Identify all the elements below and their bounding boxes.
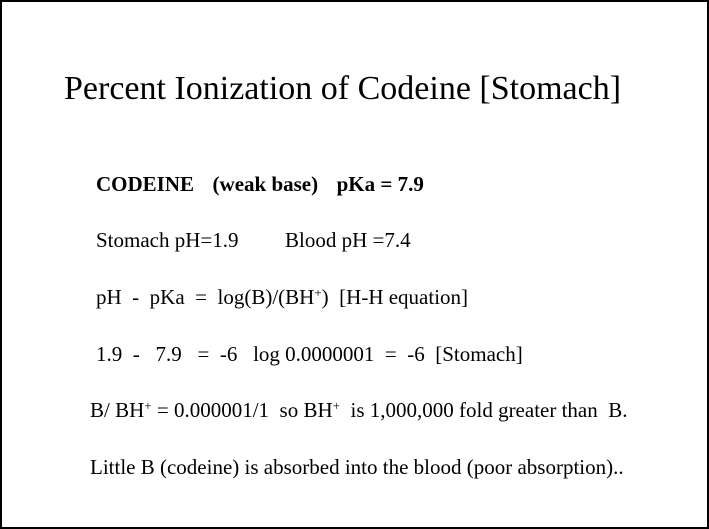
ratio-b: = 0.000001/1 so BH bbox=[151, 398, 333, 422]
hh-equation-lhs: pH - pKa = log(B)/(BH bbox=[96, 285, 315, 309]
codeine-pka-line bbox=[96, 174, 424, 195]
conclusion-line: Little B (codeine) is absorbed into the blood (poor absorption).. bbox=[90, 455, 624, 479]
ph-values-line bbox=[96, 230, 411, 251]
hh-equation-line bbox=[96, 287, 468, 308]
slide-title: Percent Ionization of Codeine [Stomach] bbox=[64, 70, 622, 107]
ratio-line bbox=[90, 400, 628, 421]
calculation-line: 1.9 - 7.9 = -6 log 0.0000001 = -6 [Stomach] bbox=[96, 342, 523, 366]
drug-name: CODEINE bbox=[96, 172, 195, 196]
stomach-ph: Stomach pH=1.9 bbox=[96, 228, 239, 252]
ratio-sup2: + bbox=[332, 398, 340, 413]
ratio-a: B/ BH bbox=[90, 398, 145, 422]
blood-ph: Blood pH =7.4 bbox=[285, 228, 411, 252]
ratio-c: is 1,000,000 fold greater than B. bbox=[339, 398, 628, 422]
drug-type: (weak base) bbox=[212, 172, 319, 196]
hh-equation-sup: + bbox=[314, 285, 322, 300]
hh-equation-rhs: ) [H-H equation] bbox=[321, 285, 469, 309]
ratio-sup1: + bbox=[144, 398, 152, 413]
pka-value: pKa = 7.9 bbox=[336, 172, 424, 196]
